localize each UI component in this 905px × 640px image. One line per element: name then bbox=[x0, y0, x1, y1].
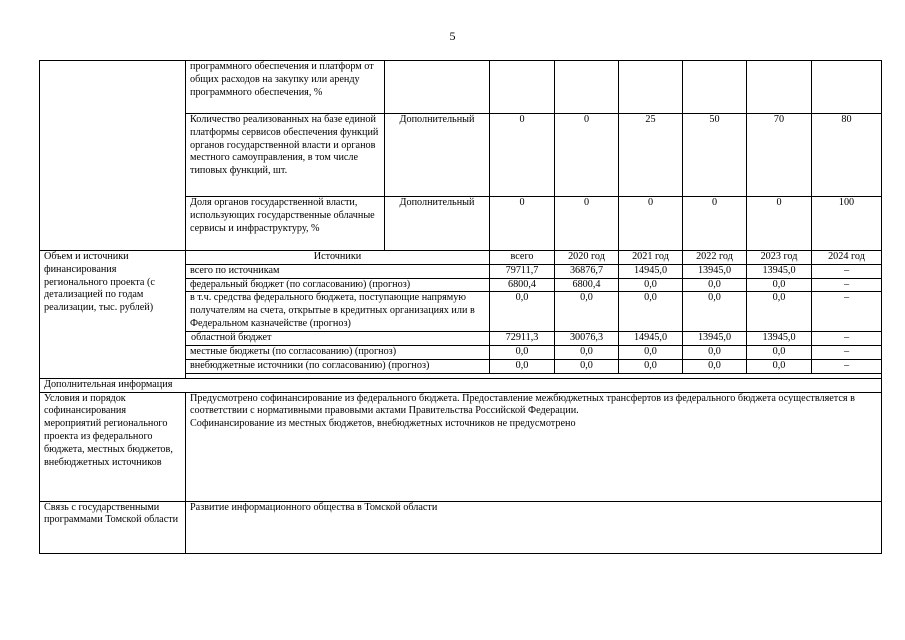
financing-value: 0,0 bbox=[619, 346, 683, 360]
financing-value: 13945,0 bbox=[683, 332, 747, 346]
financing-value: – bbox=[812, 332, 882, 346]
col-header: 2020 год bbox=[555, 251, 619, 265]
financing-value: 13945,0 bbox=[747, 264, 812, 278]
indicator-type bbox=[385, 61, 490, 114]
page-number: 5 bbox=[449, 29, 456, 43]
sources-header: Источники bbox=[186, 251, 490, 265]
link-row bbox=[40, 501, 882, 553]
indicator-value: 0 bbox=[555, 114, 619, 197]
financing-value: 0,0 bbox=[683, 278, 747, 292]
financing-value: 0,0 bbox=[747, 359, 812, 373]
financing-value: 6800,4 bbox=[555, 278, 619, 292]
financing-value: 0,0 bbox=[747, 292, 812, 332]
source-name: областной бюджет bbox=[186, 332, 490, 346]
source-name: внебюджетные источники (по согласованию) (прогноз) bbox=[186, 359, 490, 373]
financing-value: 0,0 bbox=[490, 346, 555, 360]
source-name: местные бюджеты (по согласованию) (прогноз) bbox=[186, 346, 490, 360]
source-name: в т.ч. средства федерального бюджета, поступающие напрямую получателям на счета, открытые в кредитных организациях или в Федеральном казначействе (прогноз) bbox=[186, 292, 490, 332]
financing-value: 0,0 bbox=[619, 278, 683, 292]
financing-value: 30076,3 bbox=[555, 332, 619, 346]
financing-value: – bbox=[812, 264, 882, 278]
label-cell-empty bbox=[40, 61, 186, 251]
financing-value: 79711,7 bbox=[490, 264, 555, 278]
cofinancing-paragraph: Предусмотрено софинансирование из федерального бюджета. Предоставление межбюджетных трансфертов из федерального бюджета осуществляется в соответствии с нормативными правовыми актами Правительства Российской Федерации. bbox=[190, 392, 855, 417]
indicator-value: 25 bbox=[619, 114, 683, 197]
financing-value: 0,0 bbox=[555, 346, 619, 360]
indicator-name: программного обеспечения и платформ от общих расходов на закупку или аренду программного обеспечения, % bbox=[186, 61, 385, 114]
indicator-value: 0 bbox=[555, 197, 619, 251]
indicator-value: 0 bbox=[490, 114, 555, 197]
indicator-value: 0 bbox=[747, 197, 812, 251]
col-header: 2021 год bbox=[619, 251, 683, 265]
col-header: 2022 год bbox=[683, 251, 747, 265]
financing-value: – bbox=[812, 278, 882, 292]
financing-value: 13945,0 bbox=[683, 264, 747, 278]
indicator-value: 0 bbox=[683, 197, 747, 251]
financing-value: 0,0 bbox=[490, 292, 555, 332]
indicator-value: 50 bbox=[683, 114, 747, 197]
financing-value: 14945,0 bbox=[619, 332, 683, 346]
financing-value: 13945,0 bbox=[747, 332, 812, 346]
financing-value: 0,0 bbox=[490, 359, 555, 373]
indicator-value: 80 bbox=[812, 114, 882, 197]
financing-value: 0,0 bbox=[683, 292, 747, 332]
financing-value: 0,0 bbox=[747, 278, 812, 292]
indicator-value: 70 bbox=[747, 114, 812, 197]
financing-value: 6800,4 bbox=[490, 278, 555, 292]
indicator-type: Дополнительный bbox=[385, 197, 490, 251]
additional-info-heading: Дополнительная информация bbox=[40, 378, 882, 392]
financing-value: 0,0 bbox=[683, 346, 747, 360]
indicator-row bbox=[40, 61, 882, 114]
financing-value: – bbox=[812, 359, 882, 373]
indicator-type: Дополнительный bbox=[385, 114, 490, 197]
financing-value: – bbox=[812, 292, 882, 332]
indicator-name: Количество реализованных на базе единой платформы сервисов обеспечения функций органов государственной власти и органов местного самоуправления, в том числе типовых функций, шт. bbox=[186, 114, 385, 197]
financing-header-row bbox=[40, 251, 882, 265]
cofinancing-row bbox=[40, 392, 882, 501]
project-table bbox=[39, 60, 882, 554]
financing-label: Объем и источники финансирования регионального проекта (с детализацией по годам реализации, тыс. рублей) bbox=[40, 251, 186, 379]
financing-value: 0,0 bbox=[555, 359, 619, 373]
financing-value: 72911,3 bbox=[490, 332, 555, 346]
source-name: федеральный бюджет (по согласованию) (прогноз) bbox=[186, 278, 490, 292]
financing-value: 36876,7 bbox=[555, 264, 619, 278]
col-header: 2023 год bbox=[747, 251, 812, 265]
col-header: всего bbox=[490, 251, 555, 265]
indicator-value: 0 bbox=[619, 197, 683, 251]
col-header: 2024 год bbox=[812, 251, 882, 265]
cofinancing-label: Условия и порядок софинансирования мероприятий регионального проекта из федерального бюджета, местных бюджетов, внебюджетных источников bbox=[40, 392, 186, 501]
additional-info-row bbox=[40, 378, 882, 392]
indicator-value: 100 bbox=[812, 197, 882, 251]
cofinancing-text bbox=[186, 392, 882, 501]
financing-value: 0,0 bbox=[619, 292, 683, 332]
financing-value: 0,0 bbox=[619, 359, 683, 373]
source-name: всего по источникам bbox=[186, 264, 490, 278]
financing-value: 0,0 bbox=[683, 359, 747, 373]
financing-value: 14945,0 bbox=[619, 264, 683, 278]
financing-value: – bbox=[812, 346, 882, 360]
link-text: Развитие информационного общества в Томской области bbox=[186, 501, 882, 553]
financing-value: 0,0 bbox=[555, 292, 619, 332]
cofinancing-paragraph: Софинансирование из местных бюджетов, внебюджетных источников не предусмотрено bbox=[190, 418, 576, 430]
financing-value: 0,0 bbox=[747, 346, 812, 360]
indicator-name: Доля органов государственной власти, использующих государственные облачные сервисы и инфраструктуру, % bbox=[186, 197, 385, 251]
indicator-value: 0 bbox=[490, 197, 555, 251]
link-label: Связь с государственными программами Томской области bbox=[40, 501, 186, 553]
